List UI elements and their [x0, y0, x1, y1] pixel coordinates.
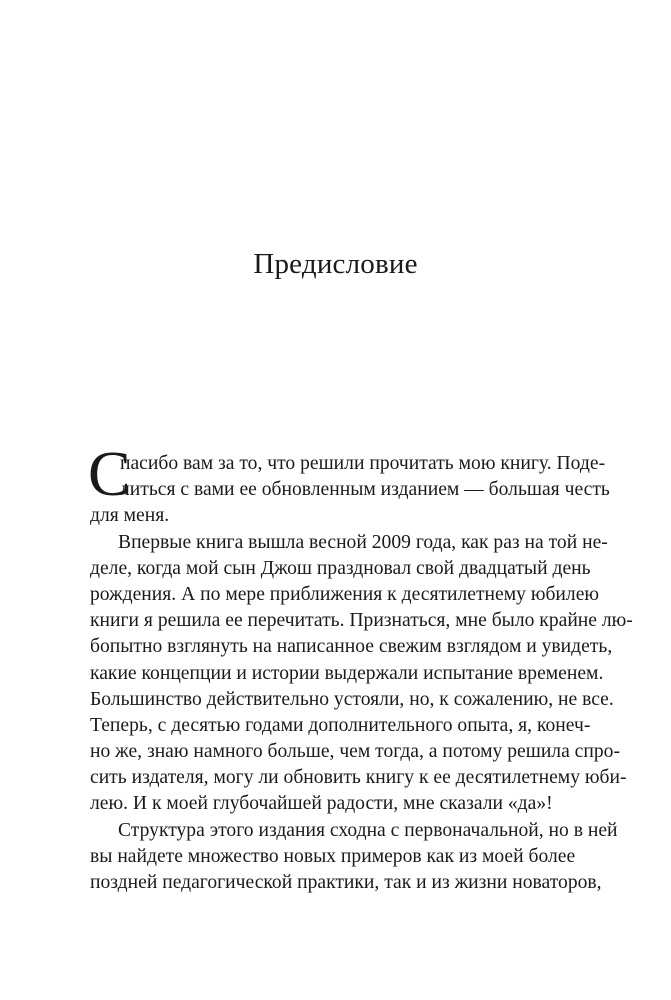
text-line: книги я решила ее перечитать. Признаться, мне было крайне лю-: [90, 610, 633, 632]
text-line: Большинство действительно устояли, но, к сожалению, не все.: [90, 688, 614, 710]
text-line: Структура этого издания сходна с первоначальной, но в ней: [118, 819, 618, 841]
text-line: бопытно взглянуть на написанное свежим взглядом и увидеть,: [90, 636, 613, 658]
text-line: сить издателя, могу ли обновить книгу к ее десятилетнему юби-: [90, 767, 627, 789]
chapter-title: Предисловие: [253, 248, 418, 280]
text-line: поздней педагогической практики, так и из жизни новаторов,: [90, 872, 602, 893]
text-line: пасибо вам за то, что решили прочитать мою книгу. Поде-: [120, 453, 606, 474]
text-line: литься с вами ее обновленным изданием — большая честь: [120, 479, 610, 501]
text-line: но же, знаю намного больше, чем тогда, а потому решила спро-: [90, 741, 620, 763]
text-line: деле, когда мой сын Джош праздновал свой двадцатый день: [90, 557, 591, 579]
text-line: рождения. А по мере приближения к десятилетнему юбилею: [90, 583, 600, 605]
body-text: [90, 451, 633, 896]
text-line: Теперь, с десятью годами дополнительного опыта, я, конеч-: [90, 714, 591, 736]
drop-cap: С: [88, 438, 131, 509]
text-line: какие концепции и истории выдержали испытание временем.: [90, 662, 604, 684]
text-line: лею. И к моей глубочайшей радости, мне сказали «да»!: [90, 793, 553, 815]
text-line: вы найдете множество новых примеров как из моей более: [90, 845, 576, 867]
text-line: для меня.: [90, 505, 170, 527]
text-line: Впервые книга вышла весной 2009 года, как раз на той не-: [118, 531, 608, 553]
